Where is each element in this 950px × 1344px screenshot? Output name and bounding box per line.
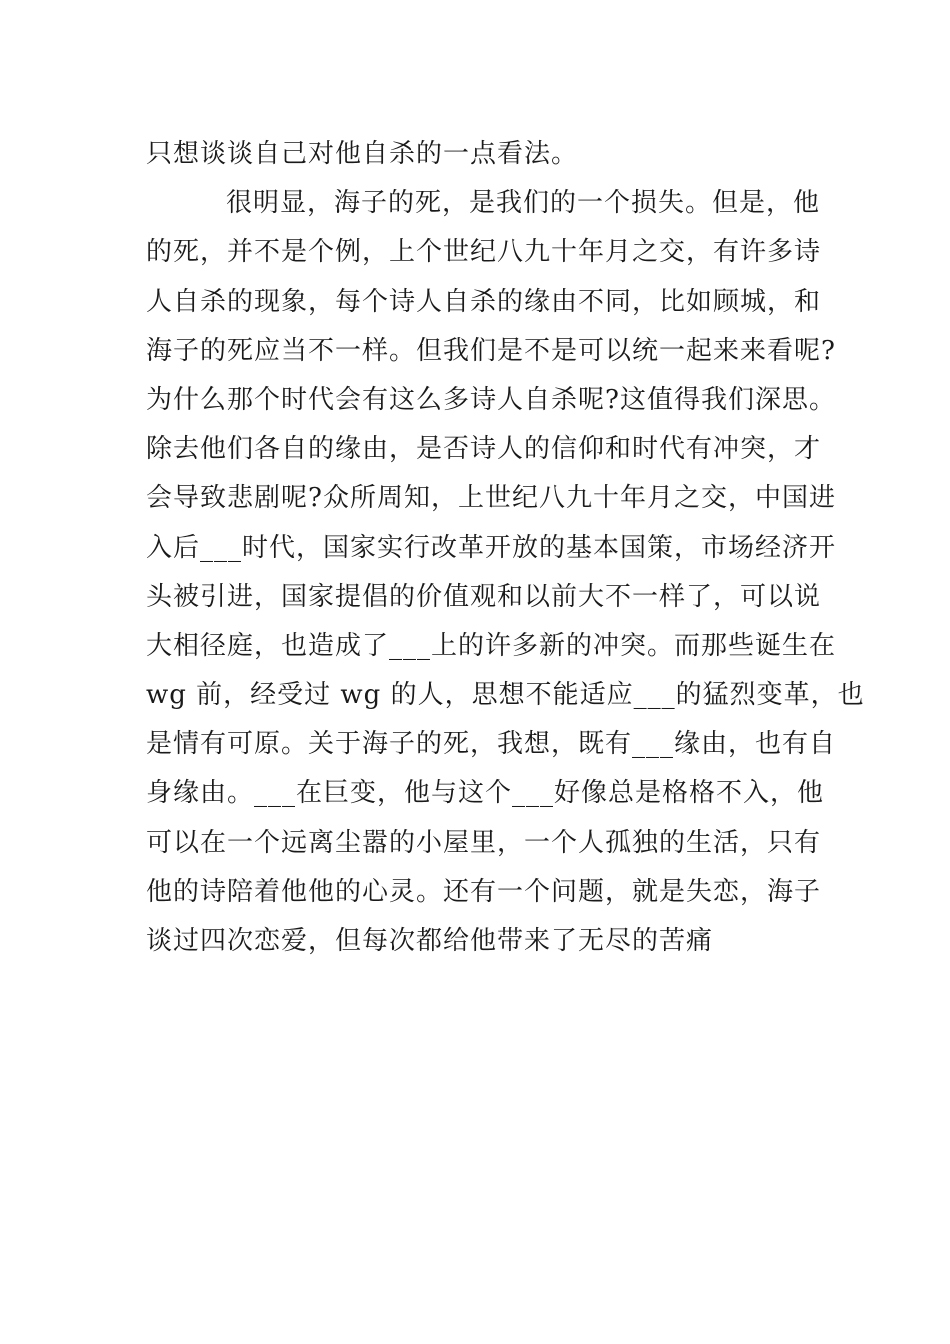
paragraph-start-line: 很明显，海子的死，是我们的一个损失。但是，他	[226, 188, 821, 219]
document-body	[146, 130, 865, 966]
text-line-5: 海子的死应当不一样。但我们是不是可以统一起来来看呢?	[146, 335, 836, 366]
text-line-16: 他的诗陪着他他的心灵。还有一个问题，就是失恋，海子	[146, 876, 822, 907]
text-line-13: 是情有可原。关于海子的死，我想，既有___缘由，也有自	[146, 729, 837, 760]
text-line-7: 除去他们各自的缘由，是否诗人的信仰和时代有冲突，才	[146, 434, 822, 465]
text-line-6: 为什么那个时代会有这么多诗人自杀呢?这值得我们深思。	[146, 384, 836, 415]
text-line-10: 头被引进，国家提倡的价值观和以前大不一样了，可以说	[146, 581, 822, 612]
text-line-9: 入后___时代，国家实行改革开放的基本国策，市场经济开	[146, 532, 837, 563]
text-line-4: 人自杀的现象，每个诗人自杀的缘由不同，比如顾城，和	[146, 286, 822, 317]
text-line-11: 大相径庭，也造成了___上的许多新的冲突。而那些诞生在	[146, 630, 837, 661]
text-line-1: 只想谈谈自己对他自杀的一点看法。	[146, 139, 579, 169]
text-line-15: 可以在一个远离尘嚣的小屋里，一个人孤独的生活，只有	[146, 827, 822, 858]
text-line-3: 的死，并不是个例，上个世纪八九十年月之交，有许多诗	[146, 237, 822, 268]
text-line-8: 会导致悲剧呢?众所周知，上世纪八九十年月之交，中国进	[146, 483, 836, 514]
text-line-12: wg 前，经受过 wg 的人，思想不能适应___的猛烈变革，也	[146, 680, 865, 711]
text-line-14: 身缘由。___在巨变，他与这个___好像总是格格不入，他	[146, 778, 825, 809]
text-line-17: 谈过四次恋爱，但每次都给他带来了无尽的苦痛	[146, 926, 714, 956]
